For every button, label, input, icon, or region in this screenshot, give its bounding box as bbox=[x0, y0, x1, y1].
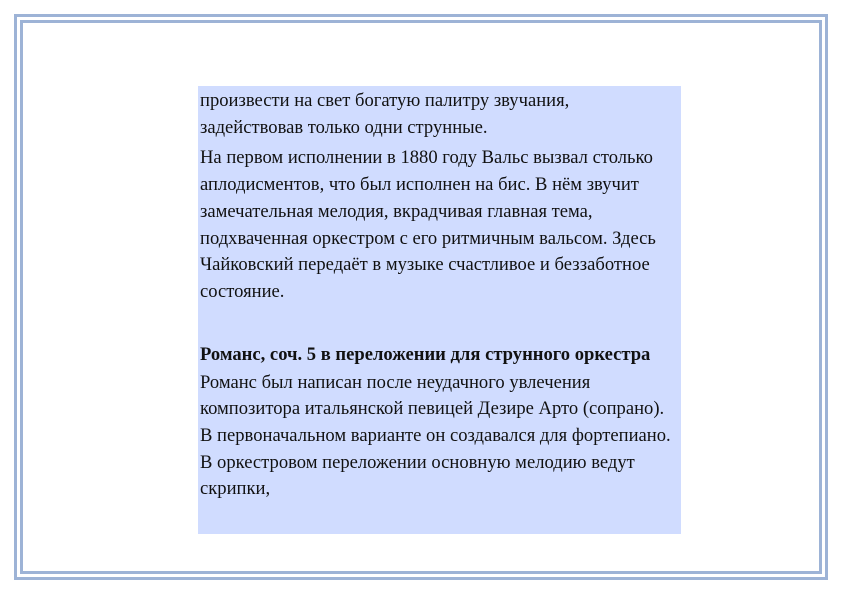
paragraph-romance: Романс был написан после неудачного увлечения композитора итальянской певицей Дезире Арто (сопрано). В первоначальном варианте он создавался для фортепиано. В оркестровом переложении основную мелодию ведут скрипки, bbox=[200, 371, 671, 500]
paragraph-continuation: произвести на свет богатую палитру звучания, задействовав только одни струнные. bbox=[200, 90, 570, 138]
section-heading-romance: Романс, соч. 5 в переложении для струнного оркестра bbox=[200, 343, 651, 365]
paragraph-spacer bbox=[200, 310, 677, 340]
text-box bbox=[198, 86, 681, 534]
paragraph-waltz: На первом исполнении в 1880 году Вальс вызвал столько аплодисментов, что был исполнен на бис. В нём звучит замечательная мелодия, вкрадчивая главная тема, подхваченная оркестром с его ритмичным вальсом. Здесь Чайковский передаёт в музыке счастливое и беззаботное состояние. bbox=[200, 147, 656, 302]
